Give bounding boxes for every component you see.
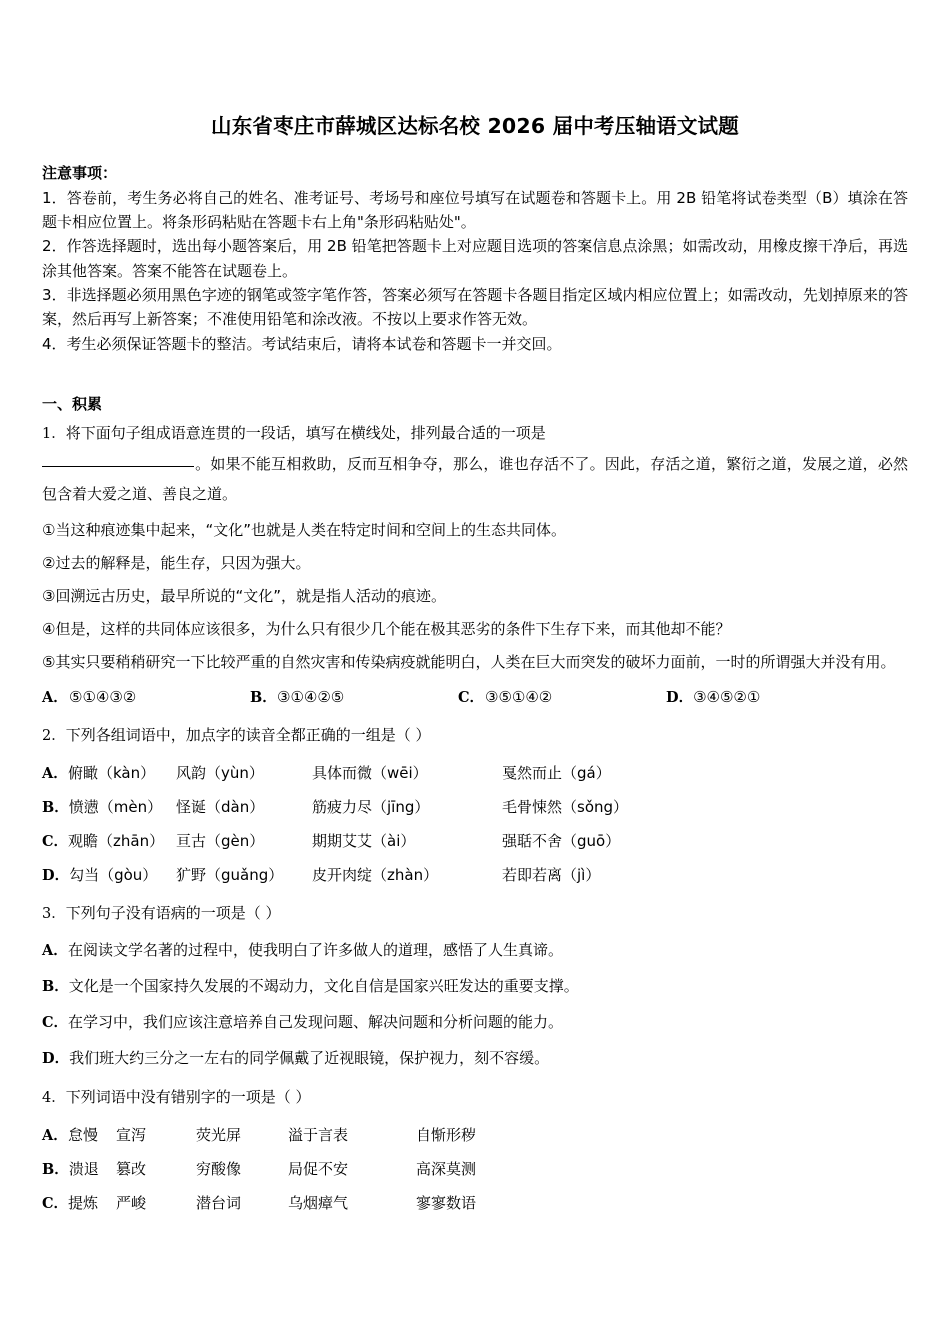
option-label: A． — [42, 1126, 68, 1144]
question-1-sentence-5: ⑤其实只要稍稍研究一下比较严重的自然灾害和传染病疫就能明白，人类在巨大而突发的破坏力面前，一时的所谓强大并没有用。 — [42, 652, 896, 671]
option-word: 溃退 — [68, 1159, 99, 1178]
option-text: ③④⑤②① — [693, 688, 761, 707]
question-1-stem-text: 将下面句子组成语意连贯的一段话，填写在横线处，排列最合适的一项是 — [65, 423, 546, 442]
option-text: 文化是一个国家持久发展的不竭动力，文化自信是国家兴旺发达的重要支撑。 — [68, 977, 579, 996]
option-text: 在学习中，我们应该注意培养自己发现问题、解决问题和分析问题的能力。 — [68, 1012, 564, 1031]
question-1-option-d[interactable] — [666, 686, 908, 707]
option-word: 具体而微（wēi） — [312, 763, 428, 782]
option-text: ⑤①④③② — [69, 688, 137, 707]
option-word: 乌烟瘴气 — [288, 1193, 349, 1212]
question-1-passage — [42, 449, 908, 509]
question-1-option-b[interactable] — [250, 686, 458, 707]
option-word: 怠慢 — [68, 1125, 99, 1144]
option-label: C． — [42, 1013, 69, 1031]
option-label: C． — [42, 1194, 69, 1212]
section-heading-accumulation: 一、积累 — [42, 394, 103, 413]
option-label: D． — [42, 866, 70, 884]
notice-heading: 注意事项： — [42, 163, 118, 182]
option-word: 强聒不舍（guō） — [502, 831, 621, 850]
question-4-stem-text: 下列词语中没有错别字的一项是（ ） — [65, 1088, 311, 1107]
question-1-sentence-1: ①当这种痕迹集中起来，“文化”也就是人类在特定时间和空间上的生态共同体。 — [42, 521, 566, 540]
notice-item-2: 2．作答选择题时，选出每小题答案后，用 2B 铅笔把答题卡上对应题目选项的答案信息点涂黑；如需改动，用橡皮擦干净后，再选涂其他答案。答案不能答在试题卷上。 — [42, 237, 908, 280]
option-word: 穷酸像 — [196, 1159, 242, 1178]
question-3-option-a[interactable] — [42, 939, 908, 962]
question-2-option-a[interactable] — [42, 762, 908, 783]
option-word: 溢于言表 — [288, 1125, 349, 1144]
option-label: C． — [458, 689, 485, 707]
question-1-sentence-4: ④但是，这样的共同体应该很多，为什么只有很少几个能在极其恶劣的条件下生存下来，而其他却不能？ — [42, 619, 731, 638]
option-word: 自惭形秽 — [416, 1125, 477, 1144]
question-2-option-c[interactable] — [42, 830, 908, 851]
option-label: B． — [42, 798, 69, 816]
question-2-number: 2． — [42, 728, 66, 745]
question-1-number: 1． — [42, 425, 66, 442]
option-word: 犷野（guǎng） — [176, 865, 284, 884]
option-label: B． — [42, 978, 69, 996]
option-word: 潜台词 — [196, 1193, 242, 1212]
option-word: 筋疲力尽（jīng） — [312, 797, 430, 816]
question-3-number: 3． — [42, 905, 66, 922]
question-1-option-a[interactable] — [42, 686, 250, 707]
option-word: 亘古（gèn） — [176, 831, 265, 850]
notice-item-1: 1．答卷前，考生务必将自己的姓名、准考证号、考场号和座位号填写在试题卷和答题卡上。用 2B 铅笔将试卷类型（B）填涂在答题卡相应位置上。将条形码粘贴在答题卡右上角"条形码粘贴处"。 — [42, 188, 908, 232]
option-text: ③①④②⑤ — [277, 688, 345, 707]
option-word: 风韵（yùn） — [176, 763, 264, 782]
question-4-option-c[interactable] — [42, 1192, 908, 1213]
question-2-option-d[interactable] — [42, 864, 908, 885]
question-1-sentence-2: ②过去的解释是，能生存，只因为强大。 — [42, 554, 311, 573]
question-1-sentence-3: ③回溯远古历史，最早所说的“文化”，就是指人活动的痕迹。 — [42, 587, 446, 605]
option-word: 勾当（gòu） — [69, 865, 158, 884]
option-word: 严峻 — [116, 1193, 147, 1212]
question-2-option-b[interactable] — [42, 796, 908, 817]
option-label: D． — [666, 689, 694, 707]
option-word: 期期艾艾（ài） — [312, 831, 416, 850]
question-3 — [42, 901, 908, 1069]
option-label: C． — [42, 832, 69, 850]
option-label: B． — [250, 689, 277, 707]
option-word: 毛骨悚然（sǒng） — [502, 797, 629, 816]
option-label: D． — [42, 1049, 70, 1067]
question-2 — [42, 723, 908, 884]
question-2-stem-text: 下列各组词语中，加点字的读音全都正确的一组是（ ） — [65, 726, 431, 745]
option-word: 篡改 — [116, 1159, 147, 1178]
question-3-stem-text: 下列句子没有语病的一项是（ ） — [65, 903, 281, 922]
notice-item-4: 4．考生必须保证答题卡的整洁。考试结束后，请将本试卷和答题卡一并交回。 — [42, 334, 562, 353]
option-word: 若即若离（jì） — [502, 865, 601, 884]
notice-block — [42, 162, 908, 356]
question-1-stem — [42, 421, 908, 446]
option-label: A． — [42, 942, 68, 960]
question-1 — [42, 421, 908, 707]
option-label: A． — [42, 689, 68, 707]
option-word: 提炼 — [68, 1193, 99, 1212]
option-text: 在阅读文学名著的过程中，使我明白了许多做人的道理，感悟了人生真谛。 — [68, 941, 564, 960]
option-word: 戛然而止（gá） — [502, 763, 611, 782]
option-word: 宣泻 — [116, 1125, 147, 1144]
option-word: 高深莫测 — [416, 1159, 477, 1178]
question-4-stem — [42, 1085, 908, 1110]
question-3-option-c[interactable] — [42, 1011, 908, 1034]
question-4-option-b[interactable] — [42, 1158, 908, 1179]
option-label: A． — [42, 764, 68, 782]
option-word: 寥寥数语 — [416, 1193, 477, 1212]
option-label: B． — [42, 1160, 69, 1178]
question-4-number: 4． — [42, 1090, 66, 1107]
question-3-option-d[interactable] — [42, 1047, 908, 1070]
option-word: 皮开肉绽（zhàn） — [312, 865, 439, 884]
question-3-option-b[interactable] — [42, 975, 908, 998]
option-word: 俯瞰（kàn） — [68, 763, 156, 782]
question-4 — [42, 1085, 908, 1212]
option-word: 愤懑（mèn） — [68, 797, 163, 816]
question-3-stem — [42, 901, 908, 926]
option-text: ③⑤①④② — [485, 688, 553, 707]
question-1-option-c[interactable] — [458, 686, 666, 707]
option-word: 局促不安 — [288, 1159, 349, 1178]
option-word: 观瞻（zhān） — [68, 831, 165, 850]
notice-item-3: 3．非选择题必须用黑色字迹的钢笔或签字笔作答，答案必须写在答题卡各题目指定区域内相应位置上；如需改动，先划掉原来的答案，然后再写上新答案；不准使用铅笔和涂改液。不按以上要求作答无效。 — [42, 286, 908, 329]
question-4-option-a[interactable] — [42, 1124, 908, 1145]
fill-in-blank-line[interactable] — [42, 466, 194, 467]
question-1-options — [42, 686, 908, 707]
question-2-stem — [42, 723, 908, 748]
page-title: 山东省枣庄市薛城区达标名校 2026 届中考压轴语文试题 — [211, 114, 739, 138]
option-text: 我们班大约三分之一左右的同学佩戴了近视眼镜，保护视力，刻不容缓。 — [69, 1048, 550, 1067]
option-word: 荧光屏 — [196, 1125, 242, 1144]
question-1-passage-text: 。如果不能互相救助，反而互相争夺，那么，谁也存活不了。因此，存活之道，繁衍之道，发展之道，必然包含着大爱之道、善良之道。 — [42, 455, 908, 504]
option-word: 怪诞（dàn） — [176, 797, 265, 816]
